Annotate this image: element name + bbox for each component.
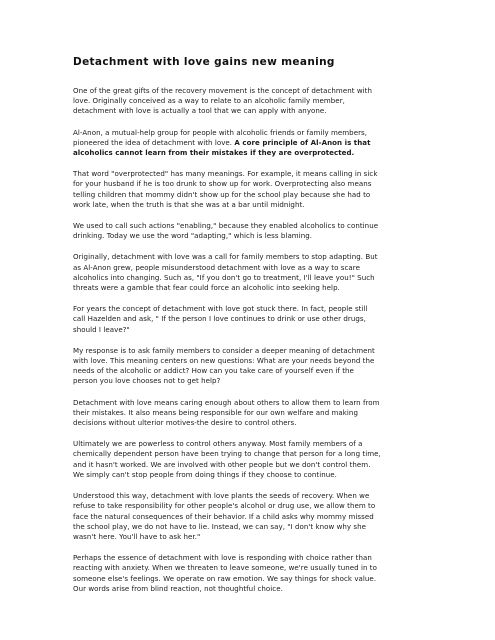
article-paragraph — [73, 304, 438, 335]
paragraph-line — [73, 408, 438, 418]
article-paragraph — [73, 398, 438, 429]
text-run: should I leave?" — [73, 324, 130, 334]
text-run: person you love chooses not to get help? — [73, 376, 221, 386]
paragraph-line — [73, 501, 438, 511]
text-run: decisions without ulterior motives-the desire to control others. — [73, 418, 297, 428]
article-paragraph — [73, 128, 438, 159]
paragraph-line — [73, 128, 438, 138]
paragraph-line — [73, 190, 438, 200]
article-paragraph — [73, 491, 438, 542]
text-run: face the natural consequences of their behavior. If a child asks why mommy missed — [73, 511, 374, 521]
article-paragraph — [73, 169, 438, 210]
paragraph-line — [73, 356, 438, 366]
text-run: work late, when the truth is that she was at a bar until midnight. — [73, 199, 305, 209]
paragraph-line — [73, 231, 438, 241]
paragraph-line — [73, 563, 438, 573]
paragraph-line — [73, 304, 438, 314]
article-paragraph — [73, 346, 438, 387]
paragraph-line — [73, 96, 438, 106]
text-run: One of the great gifts of the recovery movement is the concept of detachment with — [73, 86, 372, 95]
paragraph-line — [73, 325, 438, 335]
article-paragraph — [73, 252, 438, 293]
text-run: Detachment with love means caring enough about others to allow them to learn from — [73, 397, 380, 407]
text-run: That word "overprotected" has many meanings. For example, it means calling in sick — [73, 169, 378, 179]
paragraph-line — [73, 106, 438, 116]
paragraph-line — [73, 263, 438, 273]
paragraph-line — [73, 346, 438, 356]
text-run: wasn't here. You'll have to ask her." — [73, 531, 201, 541]
paragraph-line — [73, 418, 438, 428]
paragraph-line — [73, 179, 438, 189]
text-run: call Hazelden and ask, " If the person I love continues to drink or use other drugs, — [73, 314, 366, 324]
paragraph-line — [73, 398, 438, 408]
article-paragraph — [73, 221, 438, 241]
paragraph-line — [73, 376, 438, 386]
bold-text-run: A core principle of Al-Anon is that — [234, 137, 371, 147]
bold-text-run: alcoholics cannot learn from their mistakes if they are overprotected. — [73, 148, 355, 158]
paragraph-line — [73, 512, 438, 522]
text-run: reacting with anxiety. When we threaten to leave someone, we're usually tuned in to — [73, 563, 377, 573]
text-run: drinking. Today we use the word "adapting," which is less blaming. — [73, 231, 313, 241]
paragraph-line — [73, 366, 438, 376]
text-run: refuse to take responsibility for other people's alcohol or drug use, we allow them to — [73, 501, 376, 511]
paragraph-line — [73, 439, 438, 449]
text-run: love. Originally conceived as a way to relate to an alcoholic family member, — [73, 96, 345, 106]
paragraph-line — [73, 86, 438, 96]
text-run: Originally, detachment with love was a call for family members to stop adapting. But — [73, 252, 378, 262]
text-run: chemically dependent person have been trying to change that person for a long time, — [73, 449, 381, 459]
article-paragraph — [73, 439, 438, 480]
text-run: alcoholics into changing. Such as, "If you don't go to treatment, I'll leave you!" Such — [73, 272, 375, 282]
text-run: threats were a gamble that fear could force an alcoholic into seeking help. — [73, 283, 340, 293]
text-run: For years the concept of detachment with love got stuck there. In fact, people still — [73, 304, 368, 314]
text-run: Understood this way, detachment with love plants the seeds of recovery. When we — [73, 491, 370, 501]
text-run: We simply can't stop people from doing things if they choose to continue. — [73, 469, 337, 479]
paragraph-line — [73, 553, 438, 563]
text-run: My response is to ask family members to consider a deeper meaning of detachment — [73, 345, 375, 355]
article — [73, 56, 438, 605]
paragraph-line — [73, 200, 438, 210]
paragraph-line — [73, 169, 438, 179]
paragraph-line — [73, 314, 438, 324]
paragraph-line — [73, 522, 438, 532]
text-run: their mistakes. It also means being responsible for our own welfare and making — [73, 407, 358, 417]
text-run: the school play, we do not have to lie. Instead, we can say, "I don't know why she — [73, 521, 367, 531]
paragraph-line — [73, 148, 438, 158]
paragraph-line — [73, 491, 438, 501]
text-run: Ultimately we are powerless to control others anyway. Most family members of a — [73, 439, 363, 449]
text-run: needs of the alcoholic or addict? How can you take care of yourself even if the — [73, 366, 354, 376]
paragraph-line — [73, 574, 438, 584]
paragraph-line — [73, 470, 438, 480]
paragraph-line — [73, 449, 438, 459]
paragraph-line — [73, 584, 438, 594]
text-run: with love. This meaning centers on new questions: What are your needs beyond the — [73, 356, 375, 366]
paragraph-line — [73, 273, 438, 283]
text-run: as Al-Anon grew, people misunderstood detachment with love as a way to scare — [73, 262, 360, 272]
text-run: detachment with love is actually a tool that we can apply with anyone. — [73, 106, 327, 116]
paragraph-line — [73, 138, 438, 148]
paragraph-line — [73, 460, 438, 470]
text-run: Al-Anon, a mutual-help group for people with alcoholic friends or family members, — [73, 127, 368, 137]
paragraph-line — [73, 252, 438, 262]
paragraph-line — [73, 532, 438, 542]
article-body — [73, 86, 438, 594]
text-run: We used to call such actions "enabling," because they enabled alcoholics to continue — [73, 221, 379, 231]
paragraph-line — [73, 221, 438, 231]
text-run: for your husband if he is too drunk to show up for work. Overprotecting also means — [73, 179, 372, 189]
text-run: Perhaps the essence of detachment with love is responding with choice rather than — [73, 553, 372, 563]
text-run: telling children that mommy didn't show up for the school play because she had to — [73, 189, 371, 199]
paragraph-line — [73, 283, 438, 293]
text-run: pioneered the idea of detachment with love. — [73, 137, 235, 147]
text-run: Our words arise from blind reaction, not thoughtful choice. — [73, 583, 283, 593]
text-run: and it hasn't worked. We are involved with other people but we don't control them. — [73, 459, 371, 469]
article-paragraph — [73, 553, 438, 594]
article-title: Detachment with love gains new meaning — [73, 56, 335, 68]
article-paragraph — [73, 86, 438, 117]
text-run: someone else's feelings. We operate on raw emotion. We say things for shock value. — [73, 573, 377, 583]
